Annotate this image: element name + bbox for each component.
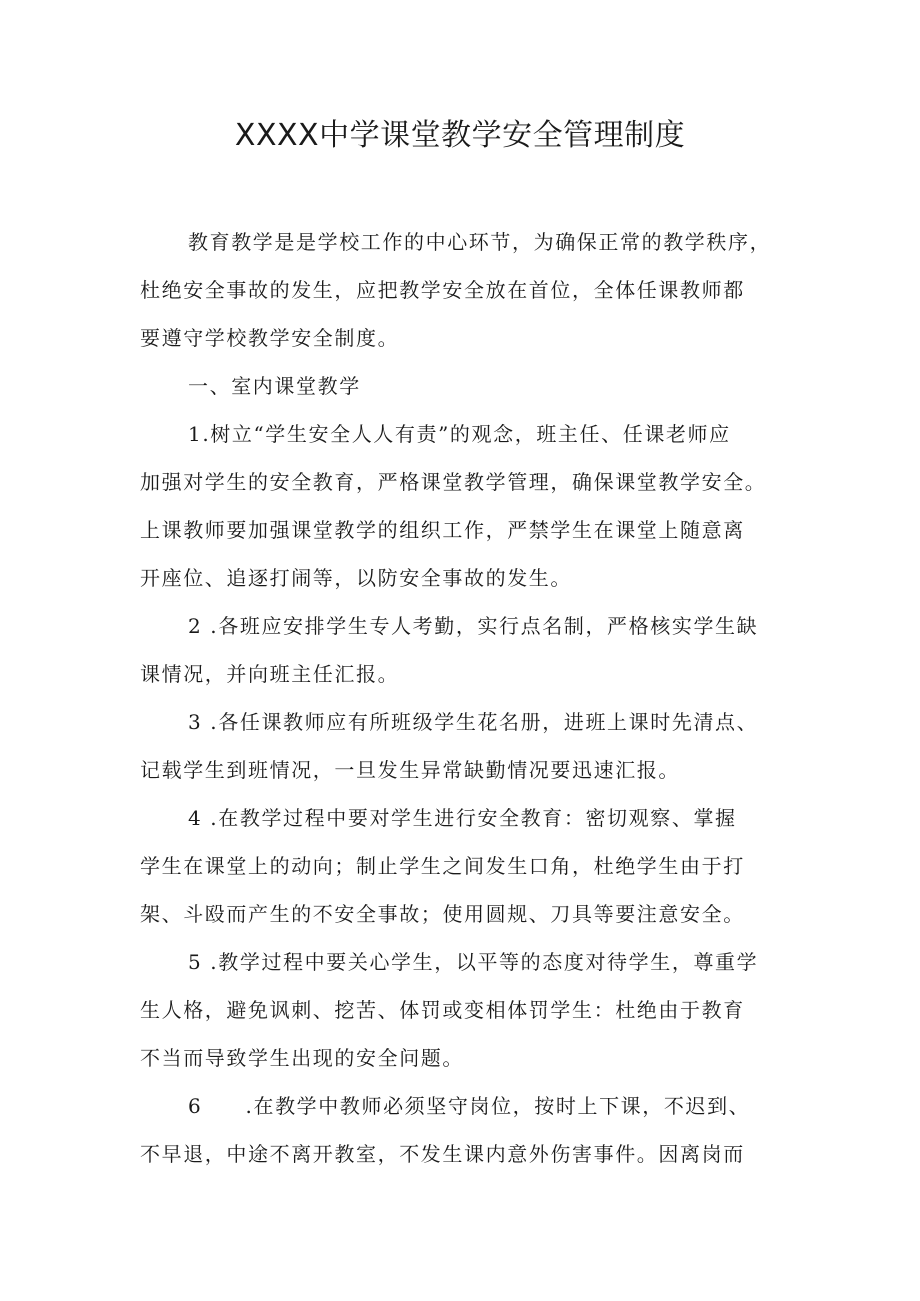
text-line: 开座位、追逐打闹等，以防安全事故的发生。 [140,566,572,590]
text-line: 1.树立“学生安全人人有责”的观念，班主任、任课老师应 [188,422,731,446]
document-body [140,218,795,1178]
text-line: 3 .各任课教师应有所班级学生花名册，进班上课时先清点、 [188,710,759,734]
text-line: 一、室内课堂教学 [188,374,361,398]
text-line: 不早退，中途不离开教室，不发生课内意外伤害事件。因离岗而 [140,1142,745,1166]
text-line: 学生在课堂上的动向；制止学生之间发生口角，杜绝学生由于打 [140,854,745,878]
text-line: 5 .教学过程中要关心学生，以平等的态度对待学生，尊重学 [188,950,759,974]
text-line: 生人格，避免讽刺、挖苦、体罚或变相体罚学生：杜绝由于教育 [140,998,745,1022]
text-line: 上课教师要加强课堂教学的组织工作，严禁学生在课堂上随意离 [140,518,745,542]
text-line: 教育教学是是学校工作的中心环节，为确保正常的教学秩序， [188,230,772,254]
document-title: XXXX中学课堂教学安全管理制度 [234,118,686,153]
text-line: 6 .在教学中教师必须坚守岗位，按时上下课，不迟到、 [188,1094,751,1118]
text-line: 杜绝安全事故的发生，应把教学安全放在首位，全体任课教师都 [140,278,745,302]
text-line: 课情况，并向班主任汇报。 [140,662,400,686]
text-line: 4 .在教学过程中要对学生进行安全教育：密切观察、掌握 [188,806,737,830]
text-line: 加强对学生的安全教育，严格课堂教学管理，确保课堂教学安全。 [140,470,767,494]
text-line: 架、斗殴而产生的不安全事故；使用圆规、刀具等要注意安全。 [140,902,745,926]
text-line: 记载学生到班情况，一旦发生异常缺勤情况要迅速汇报。 [140,758,680,782]
text-line: 不当而导致学生出现的安全问题。 [140,1046,464,1070]
text-line: 2 .各班应安排学生专人考勤，实行点名制，严格核实学生缺 [188,614,759,638]
text-line: 要遵守学校教学安全制度。 [140,326,400,350]
